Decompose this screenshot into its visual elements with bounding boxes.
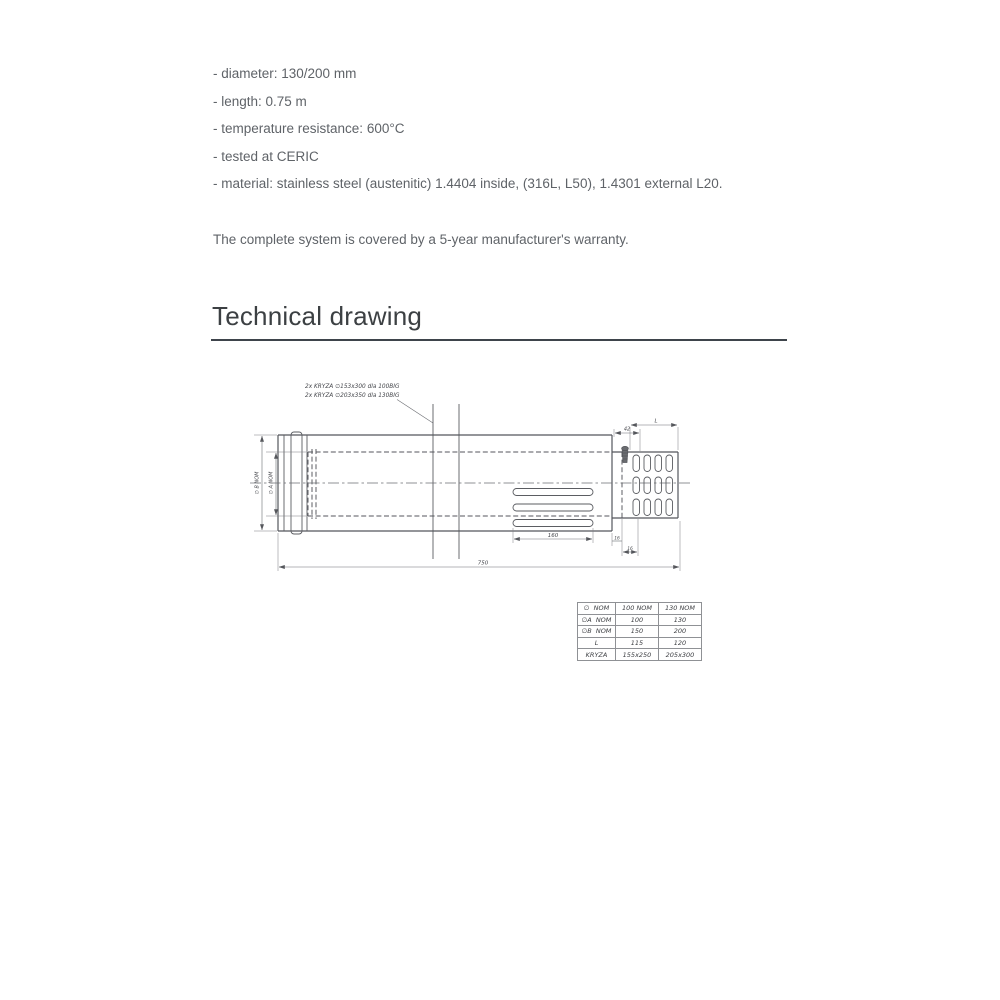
dimension-end-section (630, 419, 678, 451)
step-b-label: 16 (627, 547, 633, 552)
table-cell: ∅A NOM (578, 614, 616, 626)
dimension-steps (612, 519, 638, 556)
spec-item-material: - material: stainless steel (austenitic) 1.4404 inside, (316L, L50), 1.4301 external L20. (213, 176, 723, 191)
table-row (578, 614, 702, 626)
spec-item-temperature: - temperature resistance: 600°C (213, 121, 405, 136)
dimension-table (577, 602, 702, 661)
louver-slots (513, 489, 593, 527)
table-row (578, 603, 702, 615)
kryza-callout (305, 383, 433, 423)
table-cell: 130 NOM (659, 603, 702, 615)
table-cell: 200 (659, 626, 702, 638)
table-cell: ∅B NOM (578, 626, 616, 638)
spec-item-tested: - tested at CERIC (213, 148, 319, 164)
spec-list (213, 67, 723, 205)
spec-item-length: - length: 0.75 m (213, 93, 307, 109)
dimension-slot-length (513, 528, 593, 543)
step-a-label: 16 (614, 536, 620, 542)
table-cell: 100 NOM (616, 603, 659, 615)
inner-diameter-label: ∅ A NOM (268, 471, 275, 495)
table-cell: 155x250 (616, 649, 659, 661)
callout-line-2: 2x KRYZA ∅203x350 dla 130BIG (305, 393, 400, 399)
table-cell: L (578, 637, 616, 649)
spec-item-diameter: - diameter: 130/200 mm (213, 66, 357, 81)
table-cell: 100 (616, 614, 659, 626)
callout-leader-line (397, 400, 433, 424)
callout-line-1: 2x KRYZA ∅153x300 dla 100BIG (305, 384, 400, 390)
end-section-label: L (654, 418, 658, 425)
slot-length-label: 160 (547, 533, 559, 539)
section-title: Technical drawing (212, 301, 423, 331)
outer-diameter-label: ∅ B NOM (254, 471, 261, 495)
table-cell: KRYZA (578, 649, 616, 661)
perforation-grid (633, 455, 673, 516)
dimension-total-length (278, 521, 680, 571)
inner-pipe-hidden-lines (308, 449, 612, 519)
collar-width-label: 42 (623, 426, 631, 433)
table-row (578, 649, 702, 661)
table-cell: 120 (659, 637, 702, 649)
dimension-inner-diameter (266, 452, 306, 516)
warranty-note: The complete system is covered by a 5-year manufacturer's warranty. (213, 232, 629, 247)
table-row (578, 637, 702, 649)
table-cell: 115 (616, 637, 659, 649)
table-cell: 205x300 (659, 649, 702, 661)
table-cell: 150 (616, 626, 659, 638)
section-divider (211, 339, 787, 341)
total-length-label: 750 (477, 560, 489, 567)
section-cut-lines (433, 404, 459, 559)
table-row (578, 626, 702, 638)
technical-drawing (243, 370, 705, 592)
terminal-end-tube (612, 446, 678, 518)
table-cell: 130 (659, 614, 702, 626)
screw-icon (622, 446, 629, 462)
table-cell: ∅ NOM (578, 603, 616, 615)
